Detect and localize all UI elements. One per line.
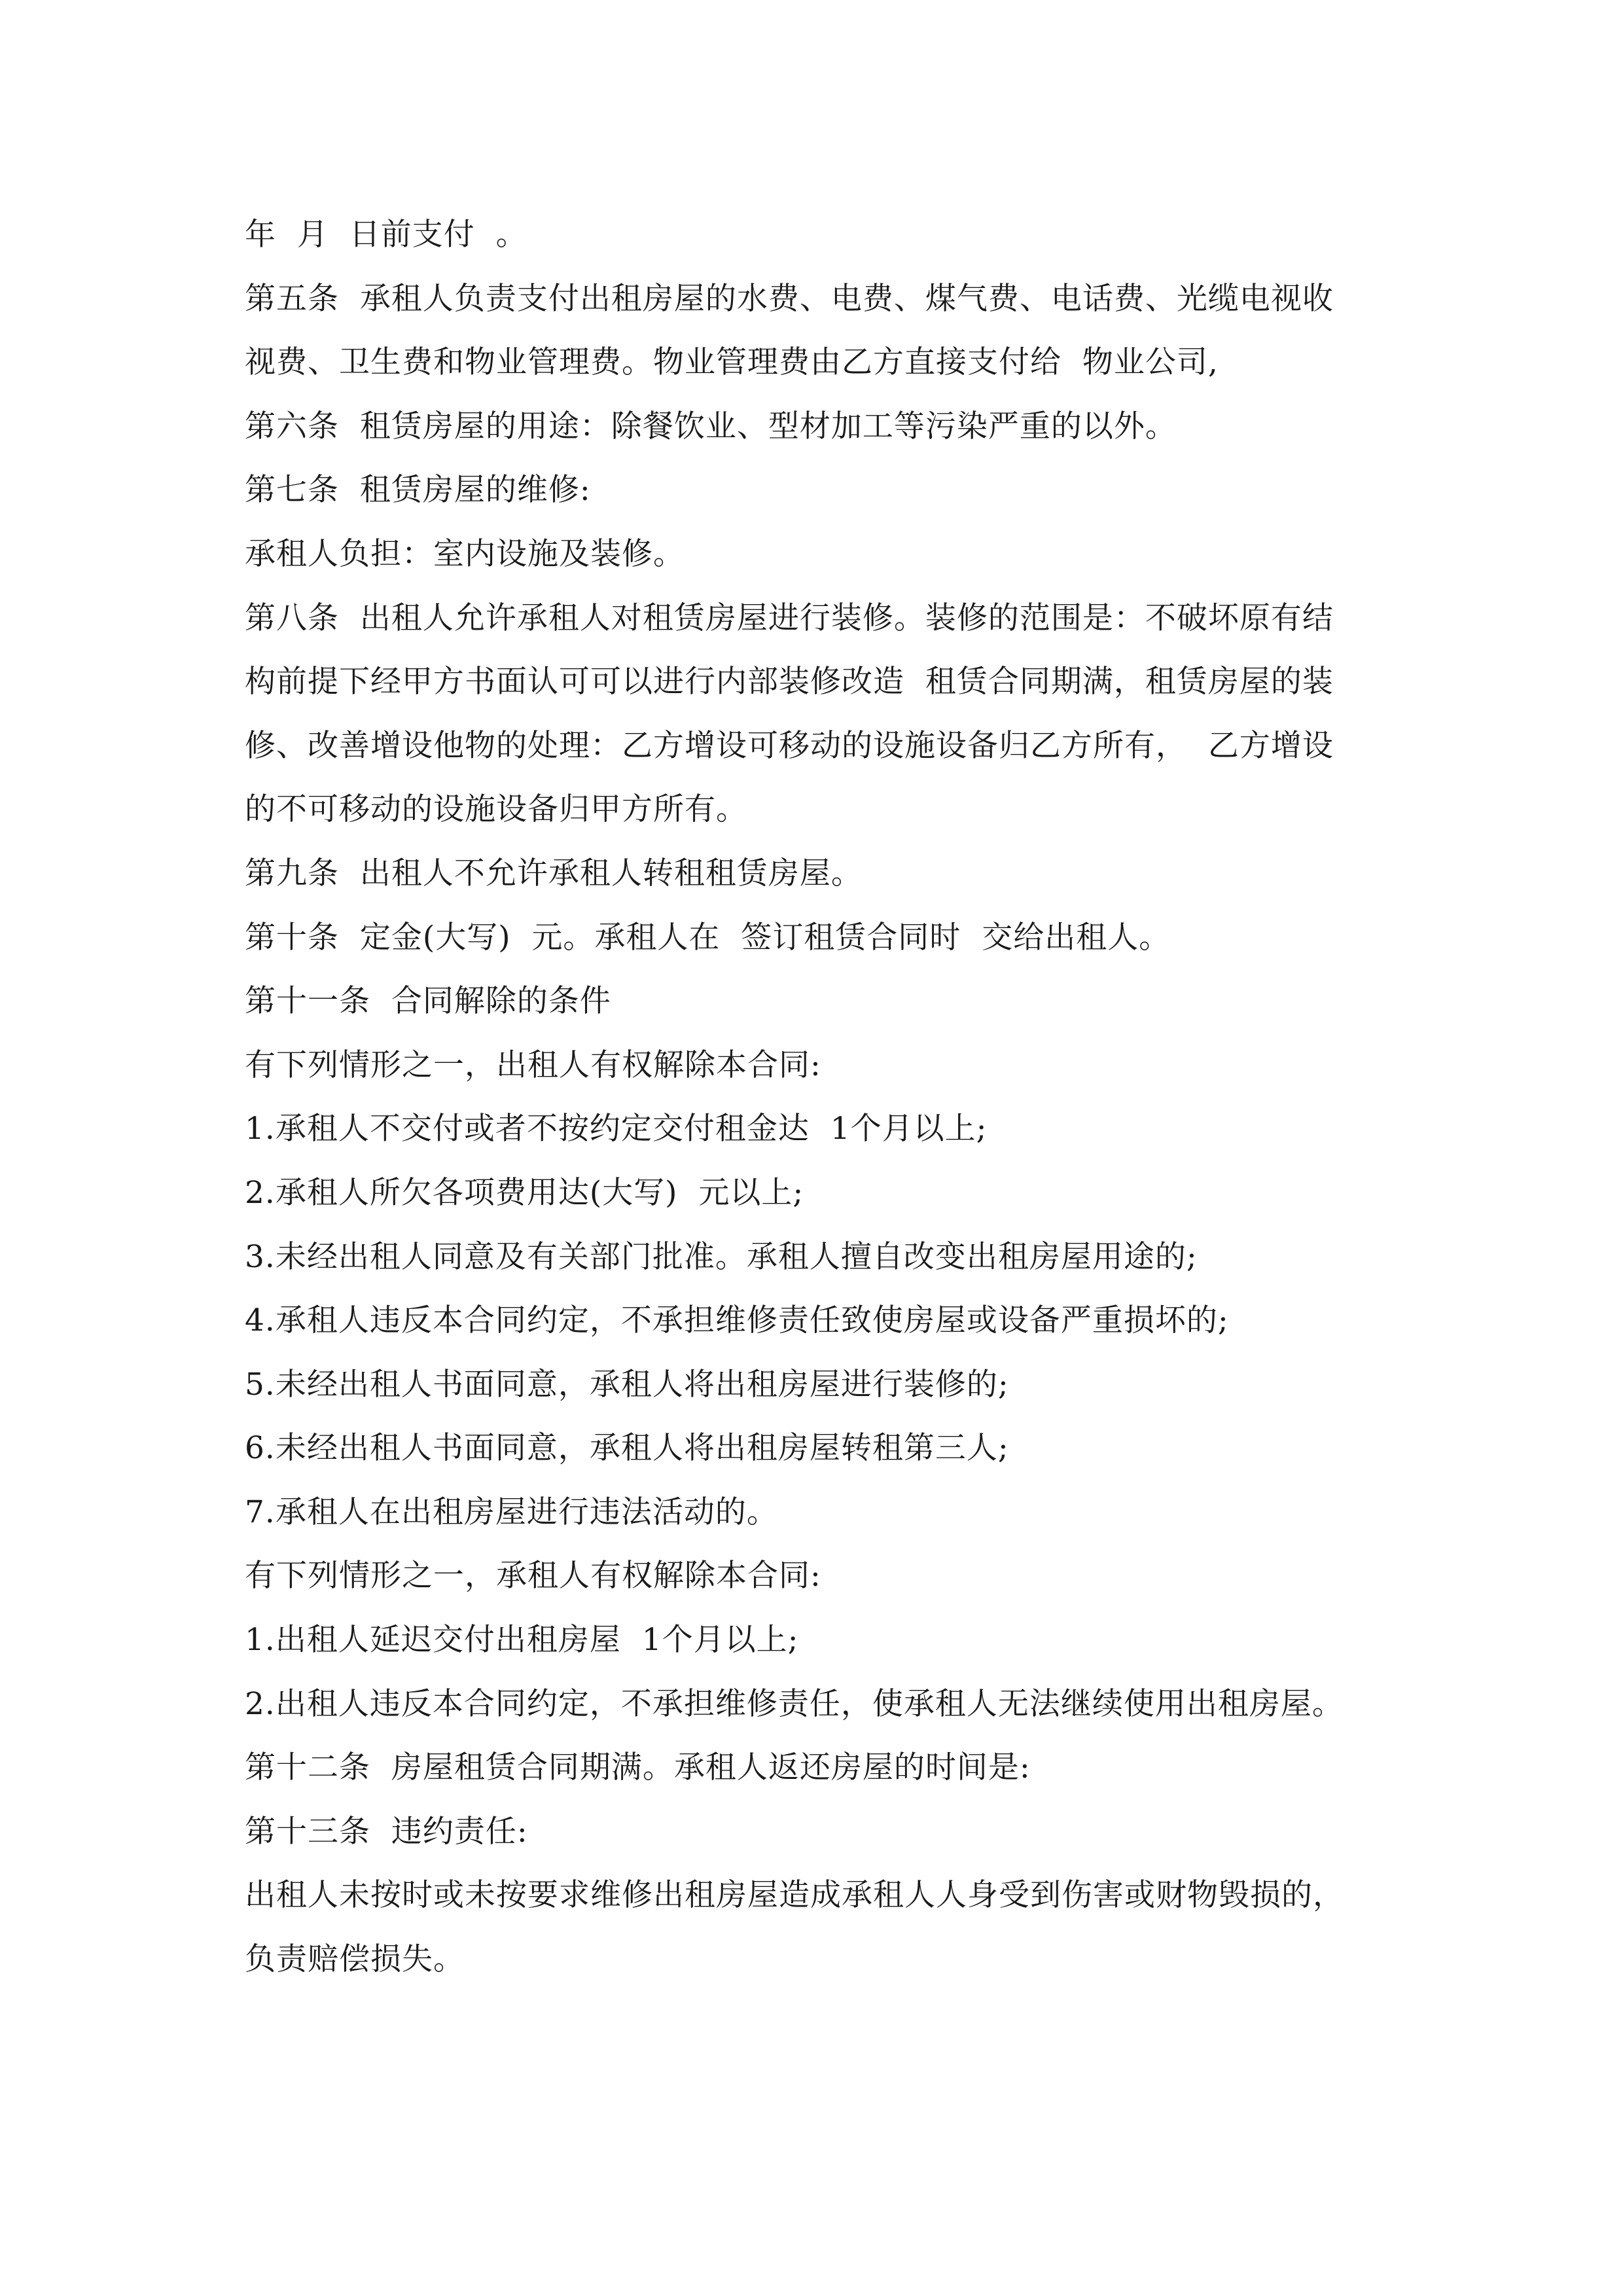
lessor-termination-item-7: 7.承租人在出租房屋进行违法活动的。	[245, 1494, 778, 1530]
article-7-body: 承租人负担：室内设施及装修。	[245, 535, 685, 572]
article-5-line-2: 视费、卫生费和物业管理费。物业管理费由乙方直接支付给 物业公司,	[245, 344, 1219, 381]
lessor-termination-intro: 有下列情形之一，出租人有权解除本合同:	[245, 1047, 821, 1083]
article-13-body-line-1: 出租人未按时或未按要求维修出租房屋造成承租人人身受到伤害或财物毁损的，	[245, 1877, 1344, 1914]
document-body	[245, 203, 1403, 1992]
article-13-body-line-2: 负责赔偿损失。	[245, 1941, 465, 1978]
article-13-heading: 第十三条 违约责任:	[245, 1813, 528, 1850]
article-11-heading: 第十一条 合同解除的条件	[245, 983, 611, 1020]
lessee-termination-item-1: 1.出租人延迟交付出租房屋 1个月以上;	[245, 1622, 799, 1659]
article-5-line-1: 第五条 承租人负责支付出租房屋的水费、电费、煤气费、电话费、光缆电视收	[245, 280, 1334, 317]
lessor-termination-item-6: 6.未经出租人书面同意，承租人将出租房屋转租第三人;	[245, 1430, 1009, 1467]
article-10: 第十条 定金(大写) 元。承租人在 签订租赁合同时 交给出租人。	[245, 919, 1171, 956]
article-8-line-4: 的不可移动的设施设备归甲方所有。	[245, 791, 747, 828]
article-8-line-2: 构前提下经甲方书面认可可以进行内部装修改造 租赁合同期满，租赁房屋的装	[245, 664, 1334, 700]
article-9: 第九条 出租人不允许承租人转租租赁房屋。	[245, 855, 863, 891]
lessor-termination-item-1: 1.承租人不交付或者不按约定交付租金达 1个月以上;	[245, 1111, 988, 1147]
article-7-heading: 第七条 租赁房屋的维修:	[245, 472, 591, 509]
lessor-termination-item-4: 4.承租人违反本合同约定，不承担维修责任致使房屋或设备严重损坏的;	[245, 1302, 1229, 1339]
article-8-line-3: 修、改善增设他物的处理：乙方增设可移动的设施设备归乙方所有， 乙方增设	[245, 727, 1334, 764]
article-6: 第六条 租赁房屋的用途：除餐饮业、型材加工等污染严重的以外。	[245, 408, 1177, 444]
lessor-termination-item-2: 2.承租人所欠各项费用达(大写) 元以上;	[245, 1174, 804, 1211]
article-8-line-1: 第八条 出租人允许承租人对租赁房屋进行装修。装修的范围是：不破坏原有结	[245, 600, 1334, 636]
lessee-termination-intro: 有下列情形之一，承租人有权解除本合同:	[245, 1558, 821, 1594]
lessor-termination-item-5: 5.未经出租人书面同意，承租人将出租房屋进行装修的;	[245, 1366, 1009, 1403]
lessor-termination-item-3: 3.未经出租人同意及有关部门批准。承租人擅自改变出租房屋用途的;	[245, 1238, 1198, 1275]
lessee-termination-item-2: 2.出租人违反本合同约定，不承担维修责任，使承租人无法继续使用出租房屋。	[245, 1685, 1344, 1722]
payment-date-line: 年 月 日前支付 。	[245, 217, 527, 253]
article-12: 第十二条 房屋租赁合同期满。承租人返还房屋的时间是:	[245, 1749, 1031, 1786]
